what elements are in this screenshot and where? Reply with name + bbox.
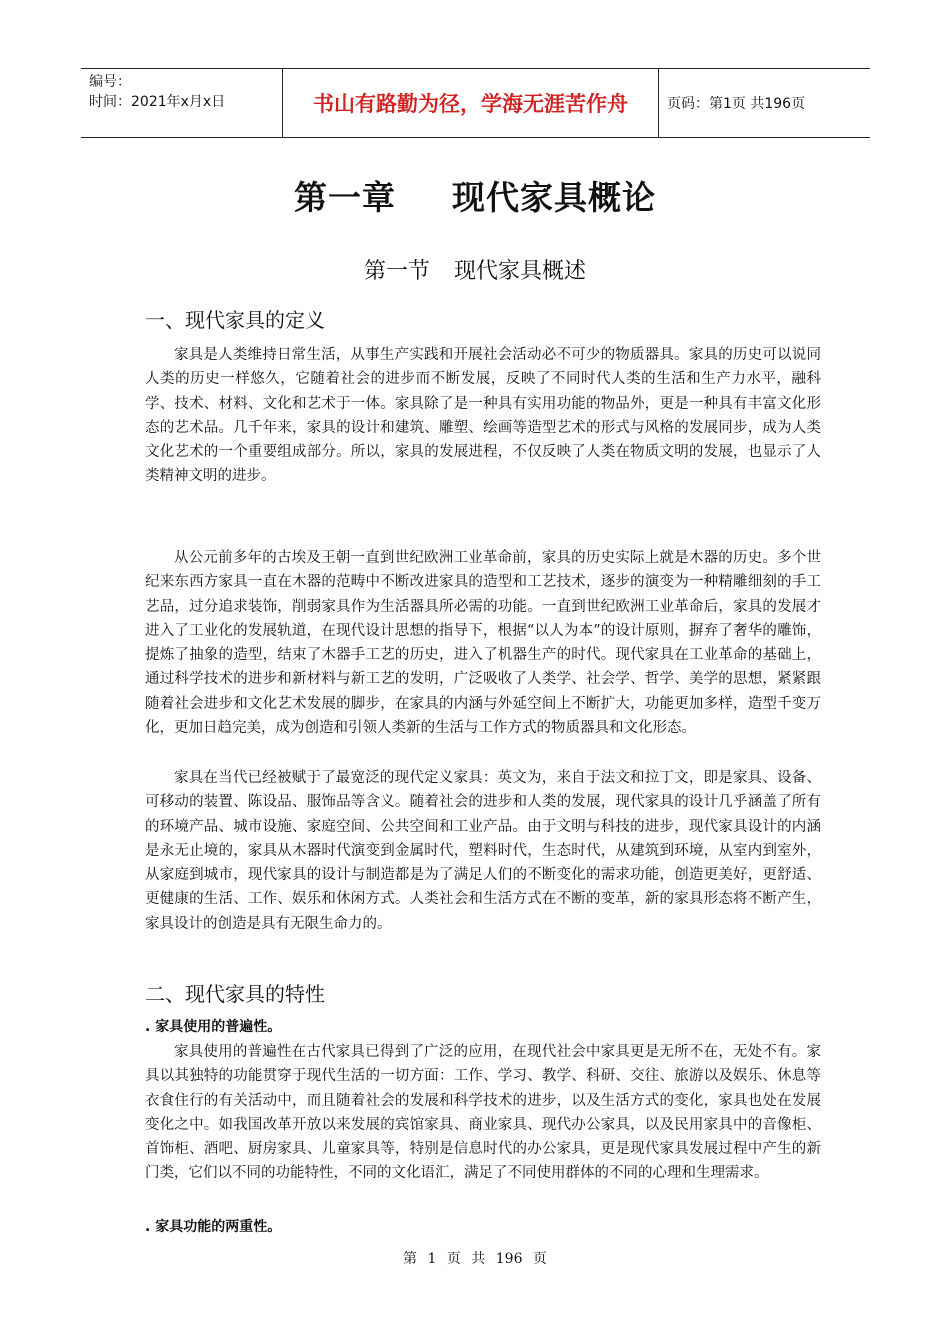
section-heading: 一、现代家具的定义 <box>145 308 325 332</box>
body-paragraph: 家具使用的普遍性在古代家具已得到了广泛的应用，在现代社会中家具更是无所不在，无处不有。家具以其独特的功能贯穿于现代生活的一切方面：工作、学习、教学、科研、交往、旅游以及娱乐、休息等衣食住行的有关活动中，而且随着社会的发展和科学技术的进步，以及生活方式的变化，家具也处在发展变化之中。如我国改革开放以来发展的宾馆家具、商业家具、现代办公家具，以及民用家具中的音像柜、首饰柜、酒吧、厨房家具、儿童家具等，特别是信息时代的办公家具，更是现代家具发展过程中产生的新门类，它们以不同的功能特性，不同的文化语汇，满足了不同使用群体的不同的心理和生理需求。 <box>145 1044 821 1182</box>
chapter-number: 第一章 <box>294 178 396 217</box>
section-heading: 二、现代家具的特性 <box>145 982 325 1006</box>
header-page-info: 页码：第1页 共196页 <box>667 96 806 112</box>
body-paragraph: 家具是人类维持日常生活，从事生产实践和开展社会活动必不可少的物质器具。家具的历史可以说同人类的历史一样悠久，它随着社会的进步而不断发展，反映了不同时代人类的生活和生产力水平，融科学、技术、材料、文化和艺术于一体。家具除了是一种具有实用功能的物品外，更是一种具有丰富文化形态的艺术品。几千年来，家具的设计和建筑、雕塑、绘画等造型艺术的形式与风格的发展同步，成为人类文化艺术的一个重要组成部分。所以，家具的发展进程，不仅反映了人类在物质文明的发展，也显示了人类精神文明的进步。 <box>145 347 821 485</box>
section-name: 现代家具概述 <box>454 259 587 284</box>
paragraph-4 <box>145 1040 821 1186</box>
section-title <box>0 254 950 285</box>
page-footer: 第 1 页 共 196 页 <box>403 1251 547 1267</box>
header-meta <box>81 69 283 137</box>
body-paragraph: 家具在当代已经被赋于了最宽泛的现代定义家具：英文为，来自于法文和拉丁文，即是家具、设备、可移动的装置、陈设品、服饰品等含义。随着社会的进步和人类的发展，现代家具的设计几乎涵盖了所有的环境产品、城市设施、家庭空间、公共空间和工业产品。由于文明与科技的进步，现代家具设计的内涵是永无止境的，家具从木器时代演变到金属时代，塑料时代，生态时代，从建筑到环境，从室内到室外，从家庭到城市，现代家具的设计与制造都是为了满足人们的不断变化的需求功能，创造更美好，更舒适、更健康的生活、工作、娱乐和休闲方式。人类社会和生活方式在不断的变革，新的家具形态将不断产生，家具设计的创造是具有无限生命力的。 <box>145 770 821 932</box>
time-label: 时间：2021年x月x日 <box>89 94 226 110</box>
number-label: 编号： <box>89 74 131 90</box>
chapter-title <box>0 172 950 219</box>
page-header <box>81 68 870 138</box>
body-paragraph: 从公元前多年的古埃及王朝一直到世纪欧洲工业革命前，家具的历史实际上就是木器的历史。多个世纪来东西方家具一直在木器的范畴中不断改进家具的造型和工艺技术，逐步的演变为一种精雕细刻的手工艺品，过分追求装饰，削弱家具作为生活器具所必需的功能。一直到世纪欧洲工业革命后，家具的发展才进入了工业化的发展轨道，在现代设计思想的指导下，根据“以人为本”的设计原则，摒弃了奢华的雕饰，提炼了抽象的造型，结束了木器手工艺的历史，进入了机器生产的时代。现代家具在工业革命的基础上，通过科学技术的进步和新材料与新工艺的发明，广泛吸收了人类学、社会学、哲学、美学的思想，紧紧跟随着社会进步和文化艺术发展的脚步，在家具的内涵与外延空间上不断扩大，功能更加多样，造型千变万化，更加日趋完美，成为创造和引领人类新的生活与工作方式的物质器具和文化形态。 <box>145 550 821 737</box>
heading-characteristics <box>145 978 821 1007</box>
section-number: 第一节 <box>363 259 430 284</box>
heading-definition <box>145 304 821 333</box>
paragraph-2 <box>145 546 821 740</box>
paragraph-3 <box>145 766 821 936</box>
header-motto: 书山有路勤为径，学海无涯苦作舟 <box>283 69 659 137</box>
paragraph-1 <box>145 343 821 489</box>
subheading: . 家具功能的两重性。 <box>145 1219 282 1235</box>
subheading-universality <box>145 1016 821 1036</box>
subheading-duality <box>145 1216 821 1236</box>
chapter-name: 现代家具概论 <box>452 178 656 217</box>
subheading: . 家具使用的普遍性。 <box>145 1019 282 1035</box>
